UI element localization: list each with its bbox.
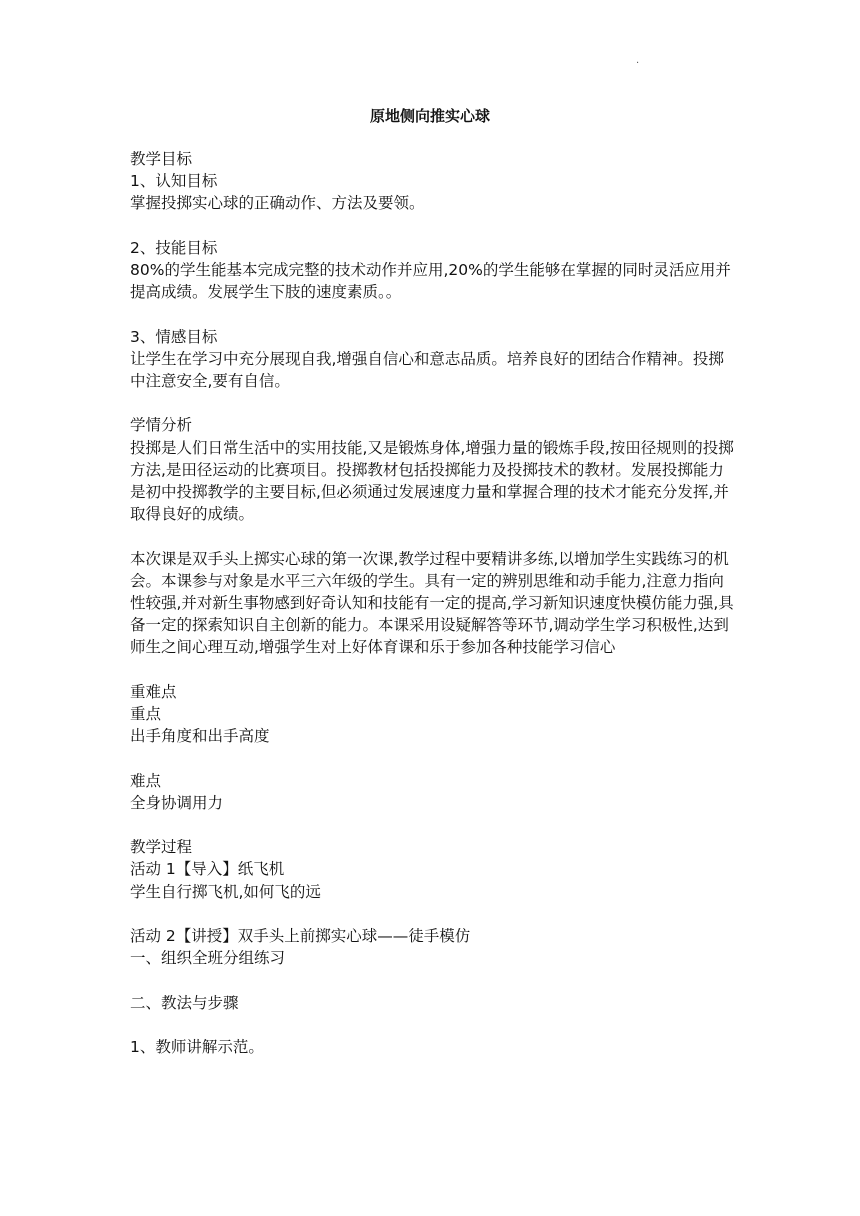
blank-line <box>130 747 736 769</box>
activity-1-text: 学生自行掷飞机,如何飞的远 <box>130 882 321 901</box>
paragraph-cognitive-goal: 掌握投掷实心球的正确动作、方法及要领。 <box>130 194 425 213</box>
subheading-difficult-point: 难点 <box>130 771 162 790</box>
paragraph-skill-goal: 80%的学生能基本完成完整的技术动作并应用,20%的学生能够在掌握的同时灵活应用并提高成绩。发展学生下肢的速度素质。。 <box>130 261 731 302</box>
blank-line <box>130 525 736 547</box>
blank-line <box>130 659 736 681</box>
activity-1-heading: 活动 1【导入】纸飞机 <box>130 860 285 879</box>
paragraph-learner-analysis: 投掷是人们日常生活中的实用技能,又是锻炼身体,增强力量的锻炼手段,按田径规则的投掷方法,是田径运动的比赛项目。投掷教材包括投掷能力及投掷技术的教材。发展投掷能力是初中投掷教学的主要目标,但必须通过发展速度力量和掌握合理的技术才能充分发挥,并取得良好的成绩。 <box>130 438 734 524</box>
blank-line <box>130 1014 736 1036</box>
paragraph-lesson-overview: 本次课是双手头上掷实心球的第一次课,教学过程中要精讲多练,以增加学生实践练习的机会。本课参与对象是水平三六年级的学生。具有一定的辨别思维和动手能力,注意力指向性较强,并对新生事物感到好奇认知和技能有一定的提高,学习新知识速度快模仿能力强,具备一定的探索知识自主创新的能力。本课采用设疑解答等环节,调动学生学习积极性,达到师生之间心理互动,增强学生对上好体育课和乐于参加各种技能学习信心 <box>130 549 734 657</box>
blank-line <box>130 303 736 325</box>
blank-line <box>130 392 736 414</box>
blank-line <box>130 215 736 237</box>
paragraph-key-point: 出手角度和出手高度 <box>130 727 270 746</box>
blank-line <box>130 814 736 836</box>
document-title: 原地侧向推实心球 <box>369 107 490 125</box>
section-heading-teaching-process: 教学过程 <box>130 838 193 857</box>
section-heading-teaching-goals: 教学目标 <box>130 150 193 168</box>
activity-2-step-2: 二、教法与步骤 <box>130 993 239 1012</box>
activity-2-heading: 活动 2【讲授】双手头上前掷实心球——徒手模仿 <box>130 926 471 945</box>
activity-2-step-1: 一、组织全班分组练习 <box>130 949 286 968</box>
subheading-key-point: 重点 <box>130 705 162 723</box>
subheading-emotional-goal: 3、情感目标 <box>130 327 218 346</box>
paragraph-emotional-goal: 让学生在学习中充分展现自我,增强自信心和意志品质。培养良好的团结合作精神。投掷中注意安全,要有自信。 <box>130 349 724 390</box>
section-heading-key-difficult-points: 重难点 <box>130 682 177 701</box>
blank-line <box>130 969 736 991</box>
paragraph-difficult-point: 全身协调用力 <box>130 793 224 812</box>
document-body <box>130 148 736 1058</box>
section-heading-learner-analysis: 学情分析 <box>130 416 193 435</box>
blank-line <box>130 903 736 925</box>
page-mark: . <box>636 55 640 66</box>
activity-2-step-2-item-1: 1、教师讲解示范。 <box>130 1037 264 1056</box>
subheading-cognitive-goal: 1、认知目标 <box>130 172 218 191</box>
subheading-skill-goal: 2、技能目标 <box>130 238 218 257</box>
